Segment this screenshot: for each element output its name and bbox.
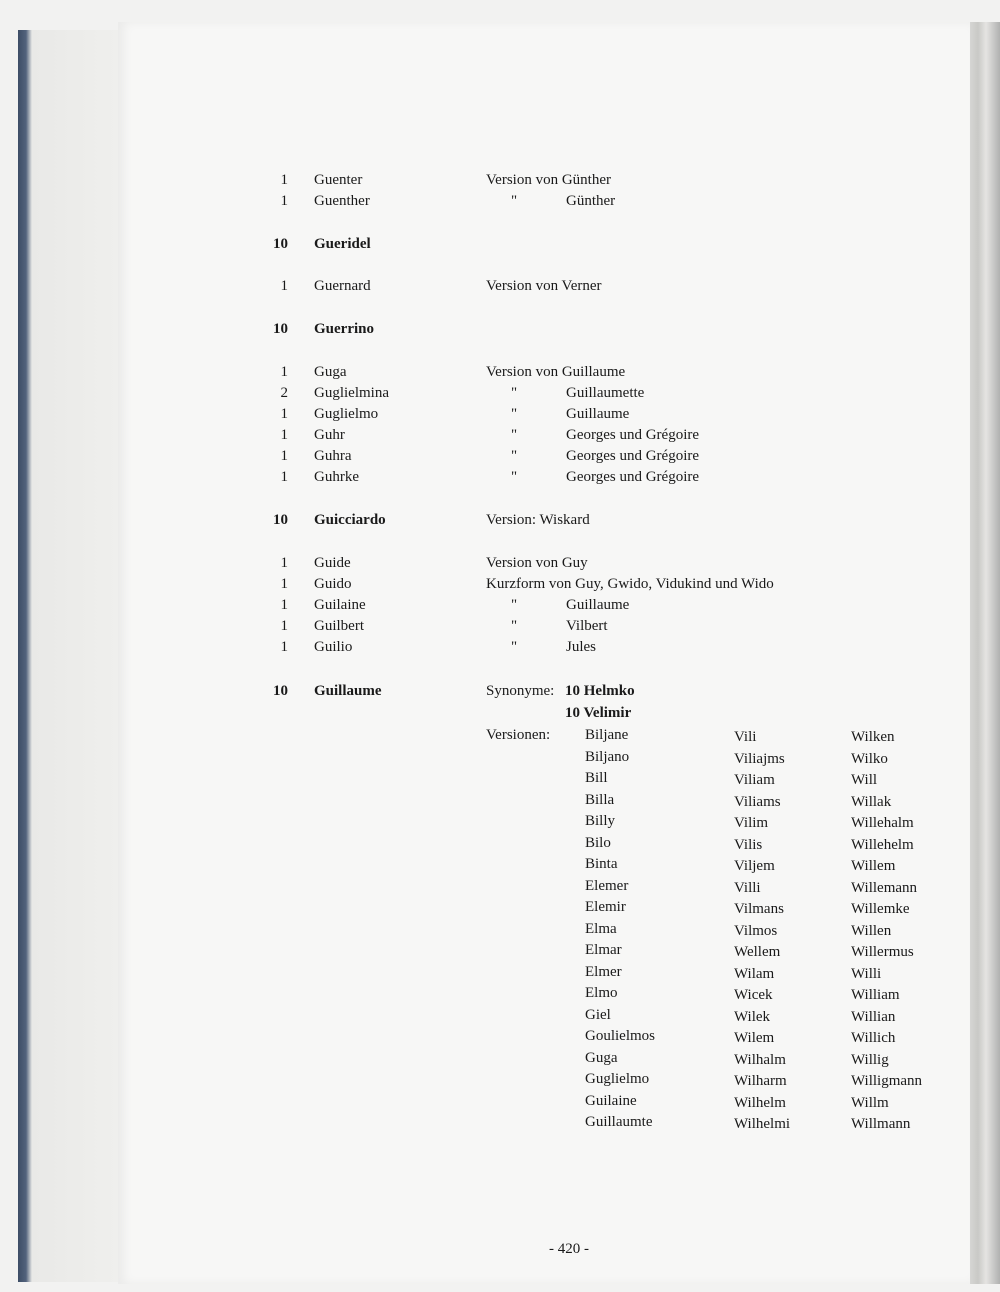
ditto-mark: " [511, 427, 518, 443]
entry-reference: Vilbert [566, 618, 608, 634]
version-name: Willehalm [851, 815, 914, 831]
version-name: Willen [851, 923, 892, 939]
entry-name: Guide [314, 555, 351, 571]
version-name: Goulielmos [585, 1028, 655, 1044]
entry-count: 1 [280, 618, 288, 634]
version-name: Willi [851, 966, 882, 982]
version-name: Biljane [585, 727, 629, 743]
entry-description: Version von Guillaume [486, 364, 626, 380]
entry-count: 1 [280, 278, 288, 294]
entry-name: Guilbert [314, 618, 364, 634]
version-name: Guillaumte [585, 1114, 653, 1130]
ditto-mark: " [511, 618, 518, 634]
entry-description: Version: Wiskard [486, 512, 590, 528]
entry-name: Guglielmo [314, 406, 379, 422]
book-spine [968, 22, 1000, 1284]
version-name: Wilharm [734, 1073, 787, 1089]
entry-reference: Guillaume [566, 597, 630, 613]
version-name: Guglielmo [585, 1071, 650, 1087]
book-page-edges [18, 30, 118, 1282]
entry-reference: Georges und Grégoire [566, 427, 700, 443]
entry-count: 1 [280, 406, 288, 422]
entry-name: Guenther [314, 193, 370, 209]
version-name: Villi [734, 880, 761, 896]
version-name: Elmar [585, 942, 622, 958]
version-name: Bill [585, 770, 608, 786]
version-name: Willermus [851, 944, 914, 960]
version-name: Willigmann [851, 1073, 923, 1089]
entry-name: Guga [314, 364, 347, 380]
entry-name: Guicciardo [314, 512, 386, 528]
entry-description: Version von Verner [486, 278, 602, 294]
entry-count: 1 [280, 448, 288, 464]
entry-count: 1 [280, 193, 288, 209]
version-name: Billa [585, 792, 615, 808]
entry-name: Gueridel [314, 236, 371, 252]
ditto-mark: " [511, 406, 518, 422]
version-name: Willem [851, 858, 896, 874]
entry-description: Version von Günther [486, 172, 611, 188]
entry-description: Kurzform von Guy, Gwido, Vidukind und Wido [486, 576, 774, 592]
entry-count: 2 [280, 385, 288, 401]
ditto-mark: " [511, 639, 518, 655]
version-name: Willemann [851, 880, 918, 896]
version-name: Vilim [734, 815, 769, 831]
entry-name: Guhrke [314, 469, 359, 485]
entry-name: Guilio [314, 639, 353, 655]
version-name: Vilmans [734, 901, 784, 917]
entry-name: Guglielmina [314, 385, 389, 401]
version-name: Elma [585, 921, 617, 937]
ditto-mark: " [511, 448, 518, 464]
entry-count: 10 [273, 512, 288, 528]
entry-count: 10 [273, 683, 288, 699]
entry-reference: Guillaume [566, 406, 630, 422]
version-name: Viljem [734, 858, 775, 874]
synonym-entry: 10 Velimir [565, 705, 632, 721]
version-name: Willemke [851, 901, 910, 917]
entry-name: Guhra [314, 448, 352, 464]
entry-reference: Jules [566, 639, 596, 655]
version-name: Elemir [585, 899, 626, 915]
version-name: Elmer [585, 964, 622, 980]
entry-count: 1 [280, 576, 288, 592]
version-name: Wilhelm [734, 1095, 786, 1111]
version-name: Willian [851, 1009, 896, 1025]
book-page [118, 22, 970, 1284]
version-name: Vili [734, 729, 757, 745]
entry-count: 10 [273, 321, 288, 337]
entry-reference: Georges und Grégoire [566, 448, 700, 464]
version-name: Viliajms [734, 751, 785, 767]
version-name: Vilmos [734, 923, 778, 939]
ditto-mark: " [511, 597, 518, 613]
version-name: Wilem [734, 1030, 775, 1046]
entry-count: 1 [280, 427, 288, 443]
version-name: Wilhalm [734, 1052, 786, 1068]
version-name: Wilhelmi [734, 1116, 791, 1132]
version-name: Willmann [851, 1116, 911, 1132]
version-name: Elmo [585, 985, 618, 1001]
version-name: William [851, 987, 900, 1003]
version-name: Bilo [585, 835, 611, 851]
version-name: Willich [851, 1030, 896, 1046]
version-name: Giel [585, 1007, 611, 1023]
version-name: Wellem [734, 944, 781, 960]
version-name: Guilaine [585, 1093, 637, 1109]
version-name: Viliams [734, 794, 781, 810]
entry-count: 1 [280, 172, 288, 188]
version-name: Viliam [734, 772, 775, 788]
entry-name: Guernard [314, 278, 371, 294]
ditto-mark: " [511, 193, 518, 209]
version-name: Wilek [734, 1009, 771, 1025]
entry-description: Version von Guy [486, 555, 588, 571]
versions-label: Versionen: [486, 727, 551, 743]
page-number: - 420 - [549, 1241, 589, 1257]
entry-name: Guilaine [314, 597, 366, 613]
version-name: Biljano [585, 749, 630, 765]
version-name: Willig [851, 1052, 889, 1068]
entry-count: 1 [280, 639, 288, 655]
version-name: Elemer [585, 878, 629, 894]
version-name: Willak [851, 794, 892, 810]
version-name: Wilken [851, 729, 895, 745]
ditto-mark: " [511, 385, 518, 401]
version-name: Wilam [734, 966, 775, 982]
entry-description: Synonyme: [486, 683, 555, 699]
entry-count: 1 [280, 597, 288, 613]
entry-count: 10 [273, 236, 288, 252]
entry-name: Guenter [314, 172, 363, 188]
version-name: Binta [585, 856, 618, 872]
entry-reference: Guillaumette [566, 385, 645, 401]
entry-name: Guido [314, 576, 352, 592]
entry-count: 1 [280, 469, 288, 485]
version-name: Willm [851, 1095, 889, 1111]
entry-name: Guerrino [314, 321, 374, 337]
version-name: Guga [585, 1050, 618, 1066]
version-name: Willehelm [851, 837, 914, 853]
version-name: Wicek [734, 987, 773, 1003]
entry-reference: Günther [566, 193, 616, 209]
version-name: Billy [585, 813, 616, 829]
entry-count: 1 [280, 364, 288, 380]
entry-count: 1 [280, 555, 288, 571]
entry-name: Guillaume [314, 683, 382, 699]
ditto-mark: " [511, 469, 518, 485]
entry-reference: Georges und Grégoire [566, 469, 700, 485]
entry-name: Guhr [314, 427, 345, 443]
version-name: Will [851, 772, 878, 788]
version-name: Vilis [734, 837, 763, 853]
entry-reference: 10 Helmko [565, 683, 635, 699]
version-name: Wilko [851, 751, 888, 767]
